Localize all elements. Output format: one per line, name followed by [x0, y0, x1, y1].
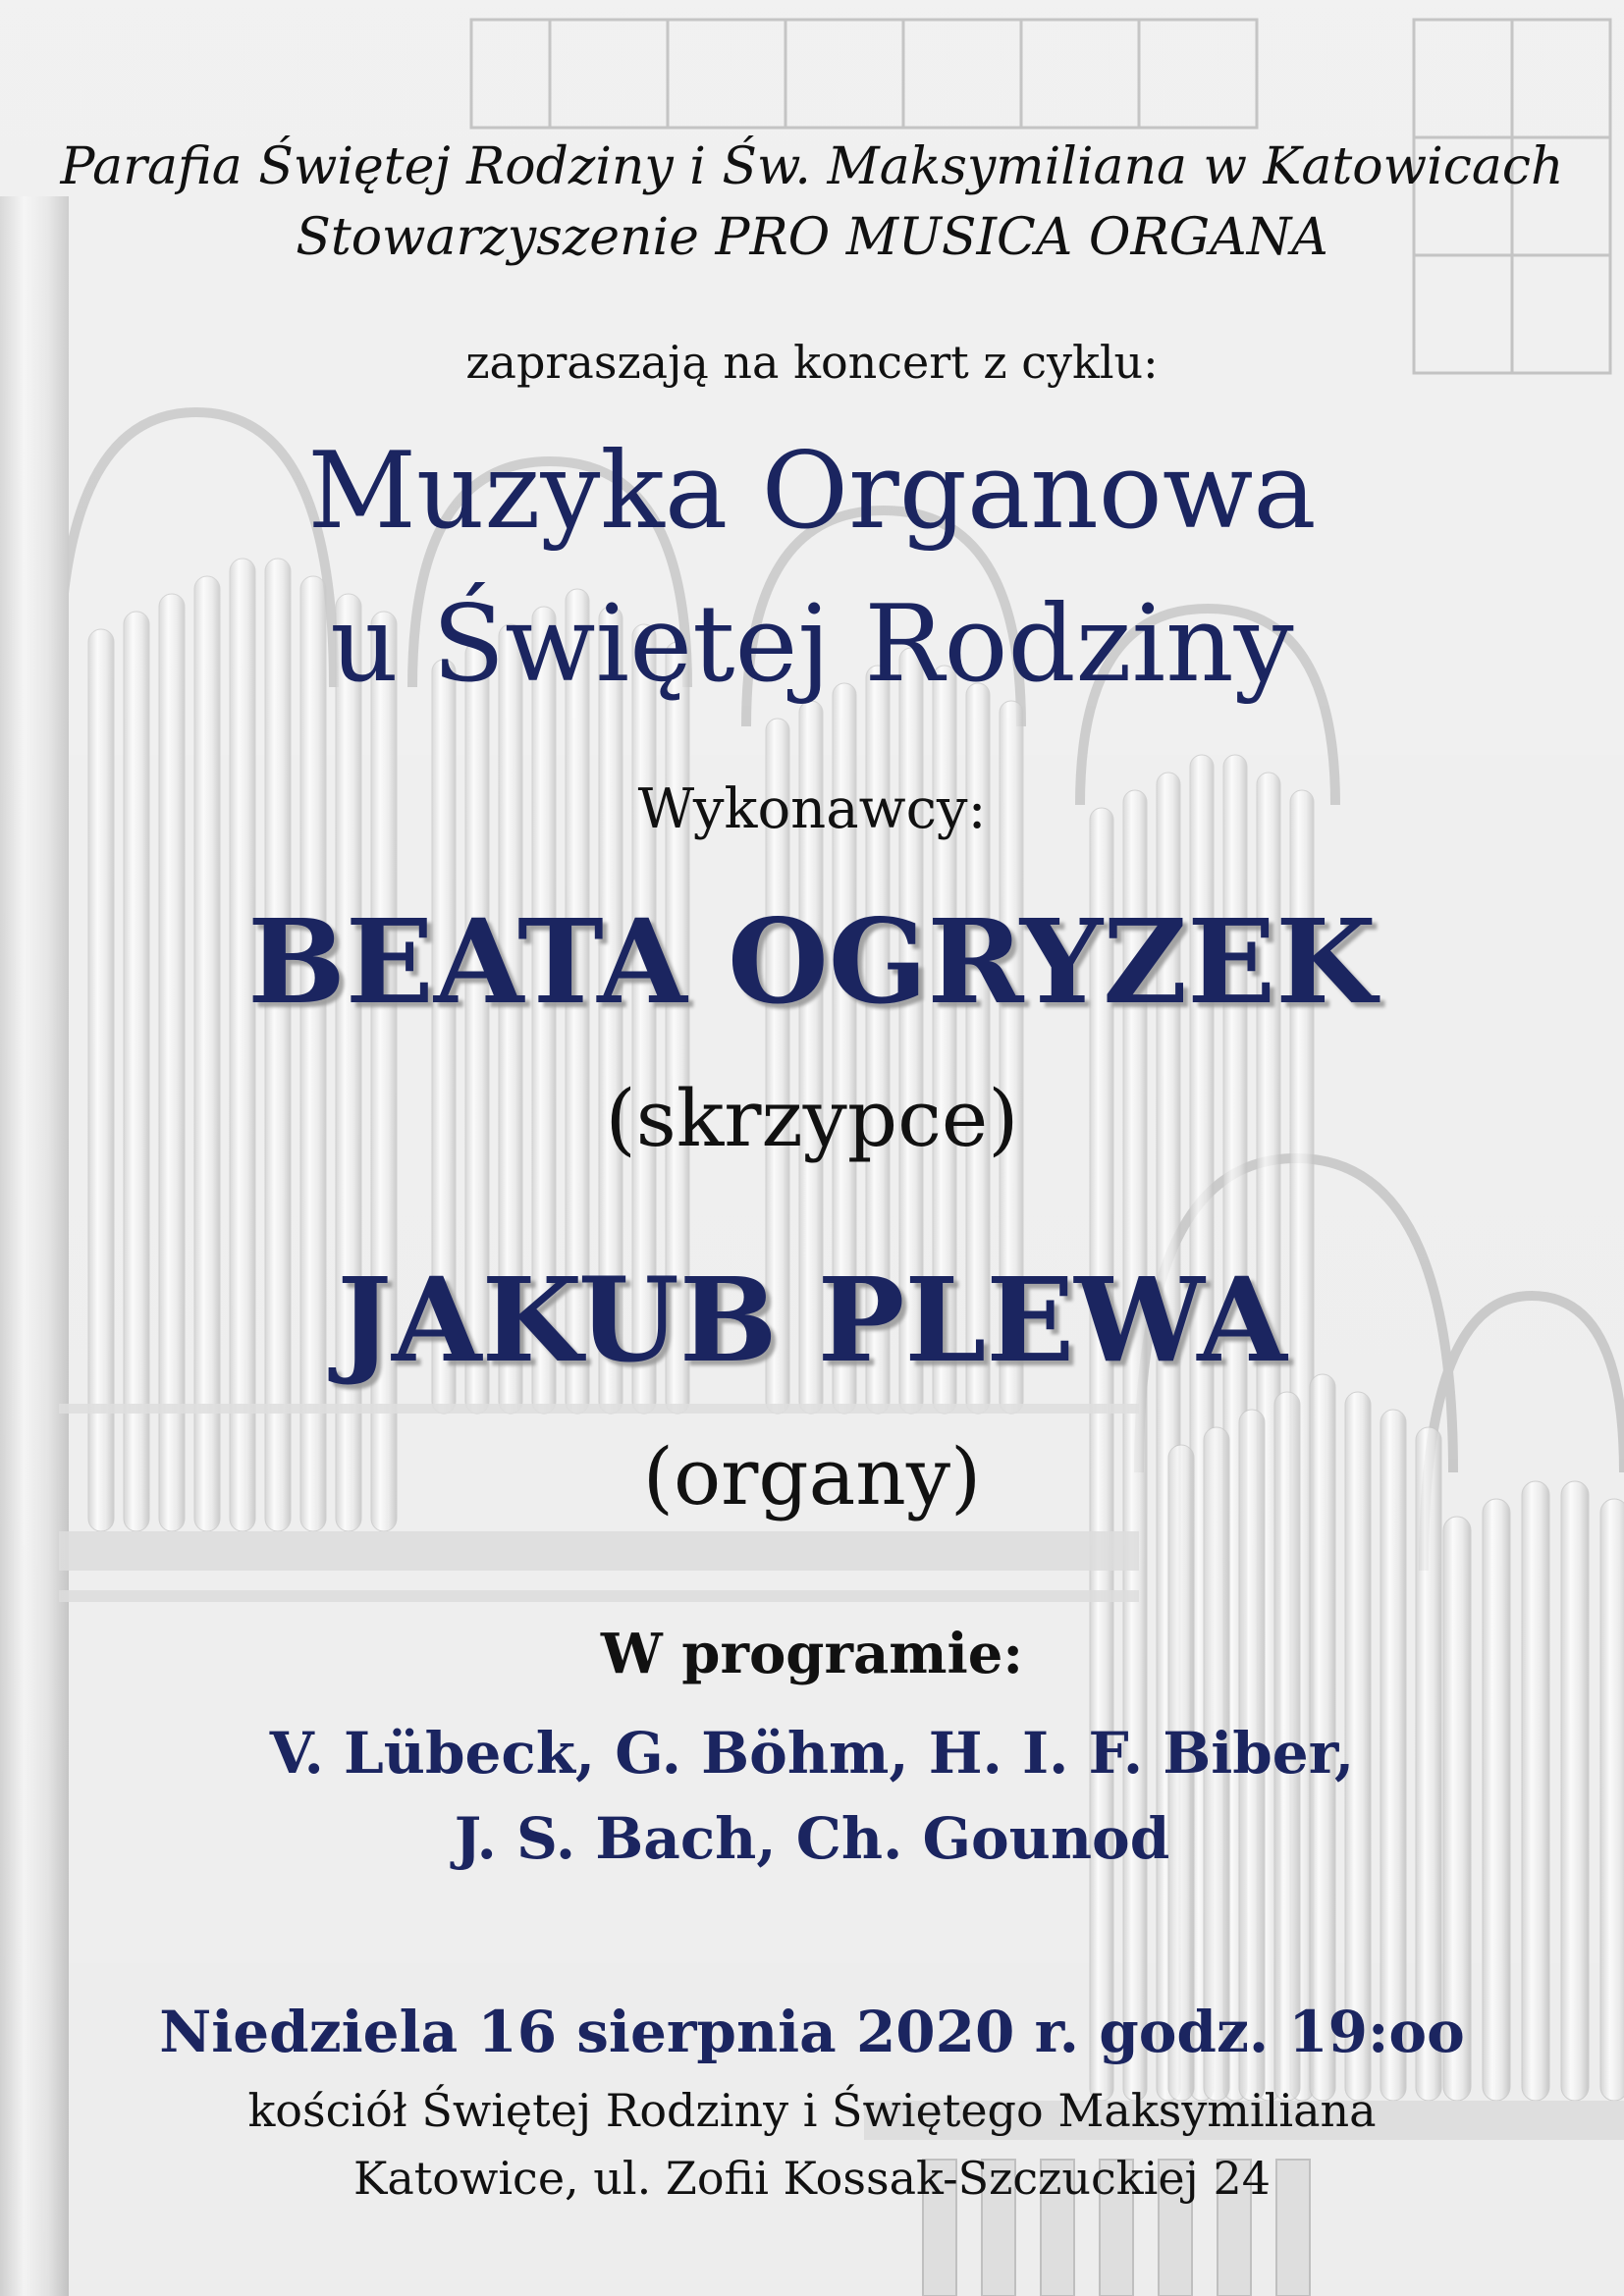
performers-label: Wykonawcy: [637, 777, 987, 841]
series-title-line1: Muzyka Organowa [307, 430, 1317, 553]
performer-name-organ: JAKUB PLEWA [337, 1252, 1287, 1388]
event-address: Katowice, ul. Zofii Kossak-Szczuckiej 24 [353, 2152, 1271, 2205]
performer-instrument-violin: (skrzypce) [605, 1073, 1019, 1164]
event-venue: kościół Świętej Rodziny i Świętego Maksymiliana [247, 2084, 1377, 2137]
organizer-association: Stowarzyszenie PRO MUSICA ORGANA [296, 208, 1328, 267]
invitation-text: zapraszają na koncert z cyklu: [465, 336, 1159, 389]
series-title-line2: u Świętej Rodziny [330, 583, 1294, 706]
program-composers-line2: J. S. Bach, Ch. Gounod [454, 1805, 1170, 1872]
program-heading: W programie: [600, 1622, 1024, 1686]
event-datetime: Niedziela 16 sierpnia 2020 r. godz. 19:oo [159, 1999, 1465, 2065]
performer-name-violin: BEATA OGRYZEK [247, 893, 1377, 1030]
performer-instrument-organ: (organy) [642, 1431, 982, 1522]
organizer-parish: Parafia Świętej Rodziny i Św. Maksymiliana w Katowicach [60, 137, 1564, 196]
program-composers-line1: V. Lübeck, G. Böhm, H. I. F. Biber, [269, 1720, 1355, 1787]
